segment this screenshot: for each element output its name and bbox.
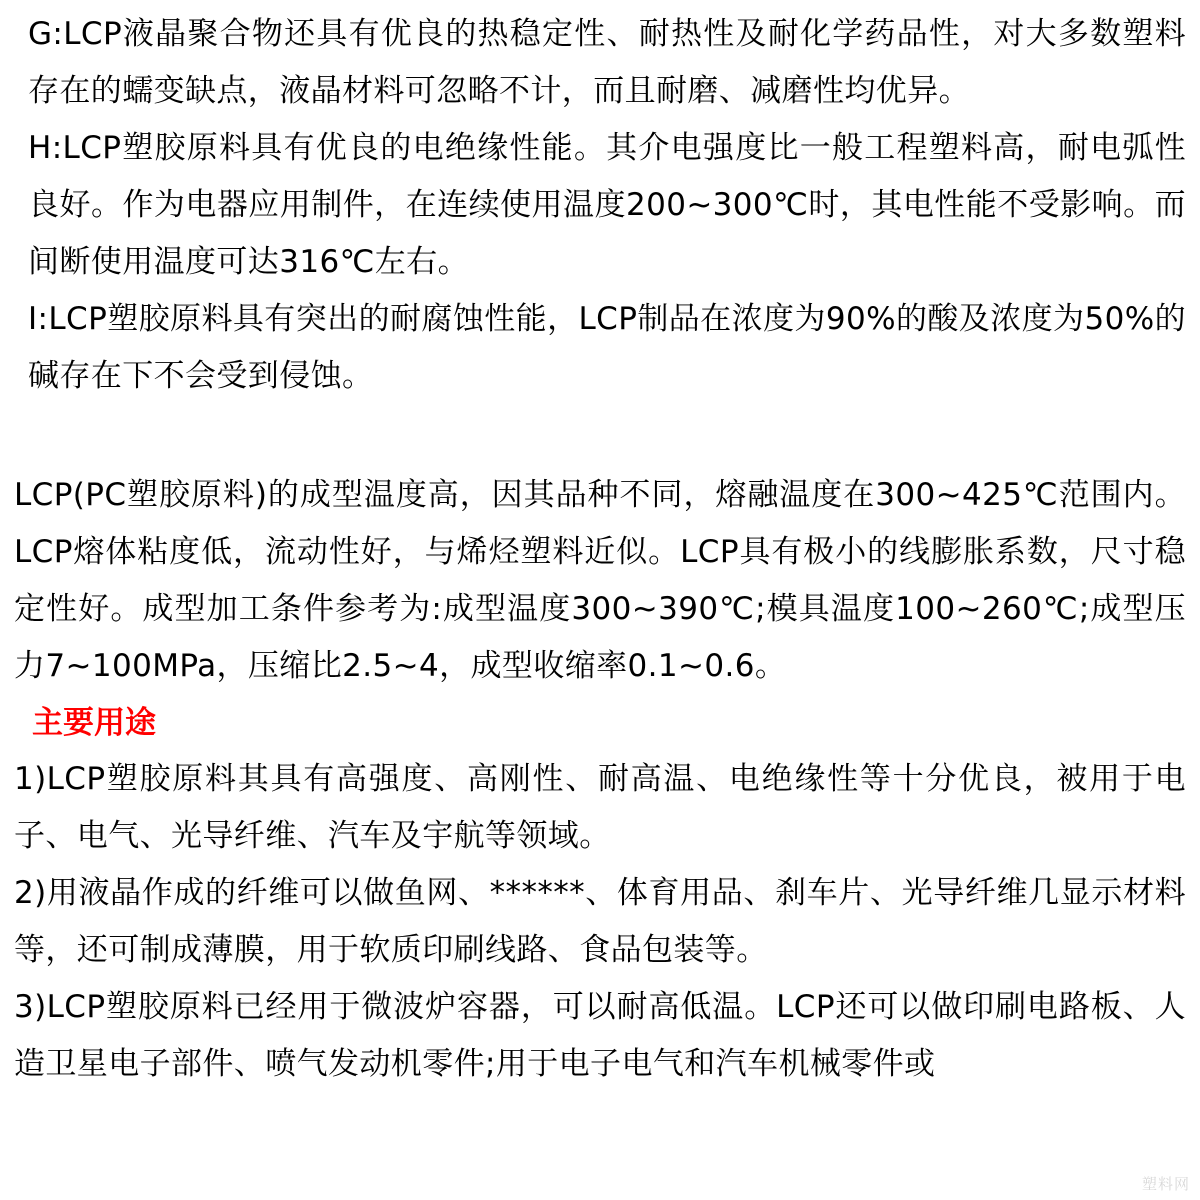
paragraph-g: G:LCP液晶聚合物还具有优良的热稳定性、耐热性及耐化学药品性，对大多数塑料存在的蠕变缺点，液晶材料可忽略不计，而且耐磨、减磨性均优异。: [28, 16, 1186, 109]
paragraph-molding-conditions: LCP(PC塑胶原料)的成型温度高，因其品种不同，熔融温度在300~425℃范围内。LCP熔体粘度低，流动性好，与烯烃塑料近似。LCP具有极小的线膨胀系数，尺寸稳定性好。成型加工条件参考为:成型温度300~390℃;模具温度100~260℃;成型压力7~100MPa，压缩比2.5~4，成型收缩率0.1~0.6。: [14, 477, 1186, 684]
usage-item-3: 3)LCP塑胶原料已经用于微波炉容器，可以耐高低温。LCP还可以做印刷电路板、人造卫星电子部件、喷气发动机零件;用于电子电气和汽车机械零件或: [14, 989, 1186, 1082]
paragraph-h: H:LCP塑胶原料具有优良的电绝缘性能。其介电强度比一般工程塑料高，耐电弧性良好。作为电器应用制件，在连续使用温度200~300℃时，其电性能不受影响。而间断使用温度可达316℃左右。: [28, 130, 1186, 280]
paragraph-spacer: [14, 405, 1186, 467]
section-heading-main-uses: 主要用途: [32, 705, 156, 741]
usage-item-1: 1)LCP塑胶原料其具有高强度、高刚性、耐高温、电绝缘性等十分优良，被用于电子、电气、光导纤维、汽车及宇航等领域。: [14, 761, 1186, 854]
watermark-text: 塑料网: [1141, 1175, 1190, 1193]
usage-item-2: 2)用液晶作成的纤维可以做鱼网、******、体育用品、刹车片、光导纤维几显示材料等，还可制成薄膜，用于软质印刷线路、食品包装等。: [14, 875, 1186, 968]
paragraph-i: I:LCP塑胶原料具有突出的耐腐蚀性能，LCP制品在浓度为90%的酸及浓度为50%的碱存在下不会受到侵蚀。: [28, 301, 1186, 394]
